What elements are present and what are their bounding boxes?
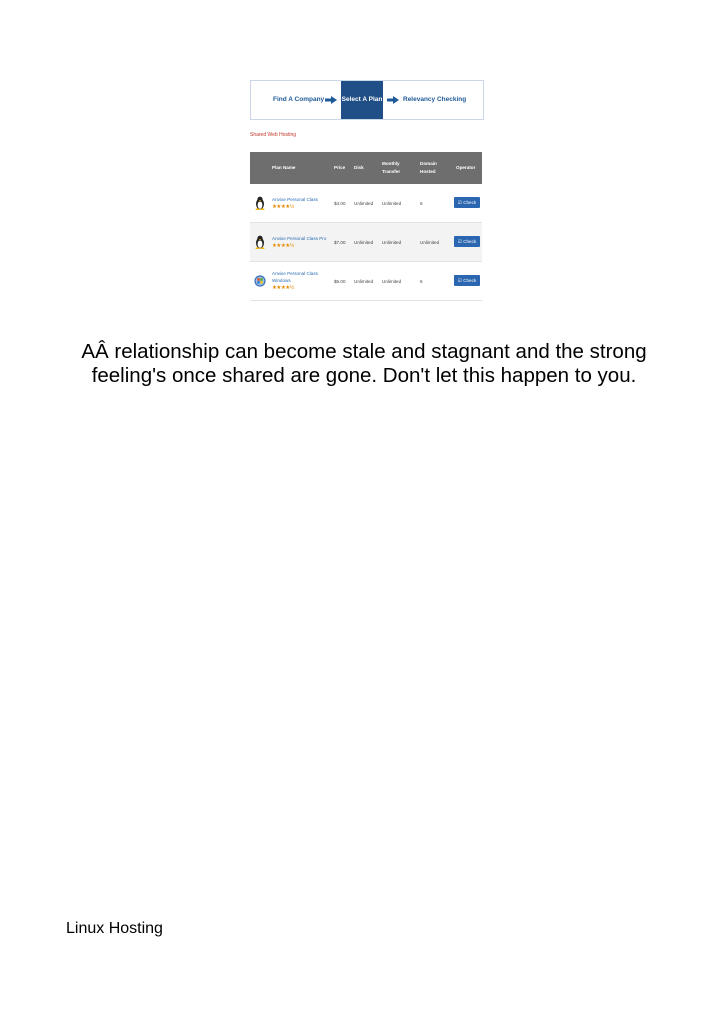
check-icon: ☑ xyxy=(457,278,464,283)
check-button[interactable] xyxy=(454,236,480,247)
column-header-price: Price xyxy=(334,165,346,170)
arrow-right-icon xyxy=(325,96,337,104)
table-row xyxy=(250,223,482,262)
step-select-plan[interactable]: Select A Plan xyxy=(341,81,383,119)
transfer-cell: Unlimited xyxy=(382,239,402,245)
progress-steps xyxy=(250,80,484,120)
price-cell: $4.00 xyxy=(334,200,346,206)
disk-cell: Unlimited xyxy=(354,239,374,245)
rating-stars: ★★★★½ xyxy=(272,285,294,291)
body-paragraph: AÂ relationship can become stale and stagnant and the strong feeling's once shared are gone. Don't let this happen to you. xyxy=(81,339,647,387)
table-header xyxy=(250,152,482,184)
arrow-right-icon xyxy=(387,96,399,104)
check-button-label: Check xyxy=(463,200,477,205)
plan-name-link[interactable]: Anvixe Personal Class Pro xyxy=(272,235,327,241)
check-button[interactable] xyxy=(454,275,480,286)
domains-cell: Unlimited xyxy=(420,239,440,245)
step-relevancy-checking[interactable]: Relevancy Checking xyxy=(403,96,467,103)
plan-cell xyxy=(272,262,332,300)
table-row xyxy=(250,184,482,223)
domains-cell: 6 xyxy=(420,278,423,284)
disk-cell: Unlimited xyxy=(354,278,374,284)
domains-cell: 6 xyxy=(420,200,423,206)
table-body xyxy=(250,184,482,301)
windows-icon xyxy=(254,274,266,288)
rating-stars: ★★★★½ xyxy=(272,203,294,210)
linux-penguin-icon xyxy=(254,196,266,210)
transfer-cell: Unlimited xyxy=(382,200,402,206)
column-header-domain-hosted: Domain Hosted xyxy=(420,161,437,174)
transfer-cell: Unlimited xyxy=(382,278,402,284)
plans-table xyxy=(250,152,482,301)
price-cell: $5.00 xyxy=(334,278,346,284)
plan-name-link[interactable]: Anvixe Personal Class xyxy=(272,196,318,202)
section-title: Shared Web Hosting xyxy=(250,132,297,138)
check-button-label: Check xyxy=(463,278,477,283)
check-button-label: Check xyxy=(463,239,477,244)
check-icon: ☑ xyxy=(457,200,464,205)
rating-stars: ★★★★½ xyxy=(272,242,294,249)
disk-cell: Unlimited xyxy=(354,200,374,206)
footer-text: Linux Hosting xyxy=(66,920,163,937)
plan-cell xyxy=(272,184,332,222)
plan-name-link[interactable]: Anvixe Personal Class Windows xyxy=(272,271,318,283)
table-row xyxy=(250,262,482,301)
column-header-plan-name: Plan Name xyxy=(272,165,296,170)
column-header-disk: Disk xyxy=(354,165,364,170)
column-header-monthly-transfer: Monthly Transfer xyxy=(382,161,401,174)
price-cell: $7.00 xyxy=(334,239,346,245)
column-header-operator: Operator xyxy=(456,165,476,170)
check-icon: ☑ xyxy=(457,239,464,244)
check-button[interactable] xyxy=(454,197,480,208)
hosting-comparison-figure xyxy=(250,80,484,304)
step-find-company[interactable]: Find A Company xyxy=(273,96,325,103)
linux-penguin-icon xyxy=(254,235,266,249)
plan-cell xyxy=(272,223,332,261)
